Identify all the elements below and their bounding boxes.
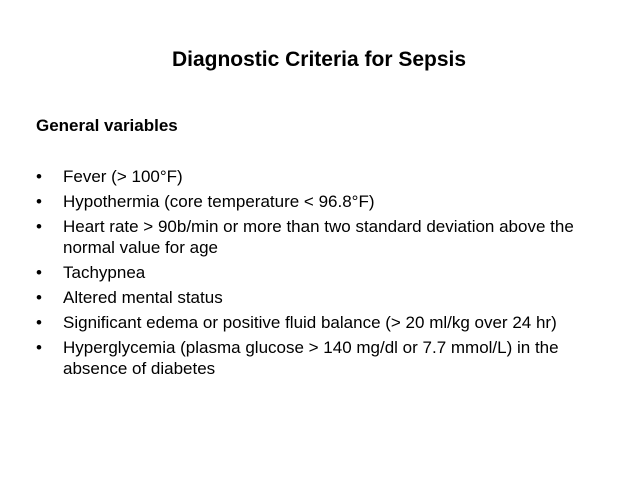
bullet-item-edema [36, 312, 596, 333]
bullet-icon: • [36, 263, 42, 282]
bullet-item-mental-status [36, 287, 596, 308]
bullet-icon: • [36, 288, 42, 307]
bullet-item-fever [36, 166, 596, 187]
bullet-text: Tachypnea [63, 263, 146, 282]
bullet-list [36, 166, 596, 383]
slide-title: Diagnostic Criteria for Sepsis [171, 48, 467, 71]
bullet-item-tachypnea [36, 262, 596, 283]
bullet-item-heart-rate [36, 216, 596, 258]
bullet-text: Altered mental status [63, 288, 223, 307]
bullet-text: Fever (> 100°F) [63, 167, 183, 186]
bullet-text: Hypothermia (core temperature < 96.8°F) [63, 192, 375, 211]
section-subheading: General variables [36, 116, 178, 135]
bullet-text: Hyperglycemia (plasma glucose > 140 mg/dl or 7.7 mmol/L) in the absence of diabetes [63, 338, 559, 378]
bullet-item-hypothermia [36, 191, 596, 212]
bullet-icon: • [36, 338, 42, 357]
bullet-icon: • [36, 313, 42, 332]
bullet-text: Heart rate > 90b/min or more than two standard deviation above the normal value for age [63, 217, 574, 257]
bullet-icon: • [36, 167, 42, 186]
bullet-icon: • [36, 192, 42, 211]
bullet-text: Significant edema or positive fluid balance (> 20 ml/kg over 24 hr) [63, 313, 557, 332]
bullet-icon: • [36, 217, 42, 236]
bullet-item-hyperglycemia [36, 337, 596, 379]
